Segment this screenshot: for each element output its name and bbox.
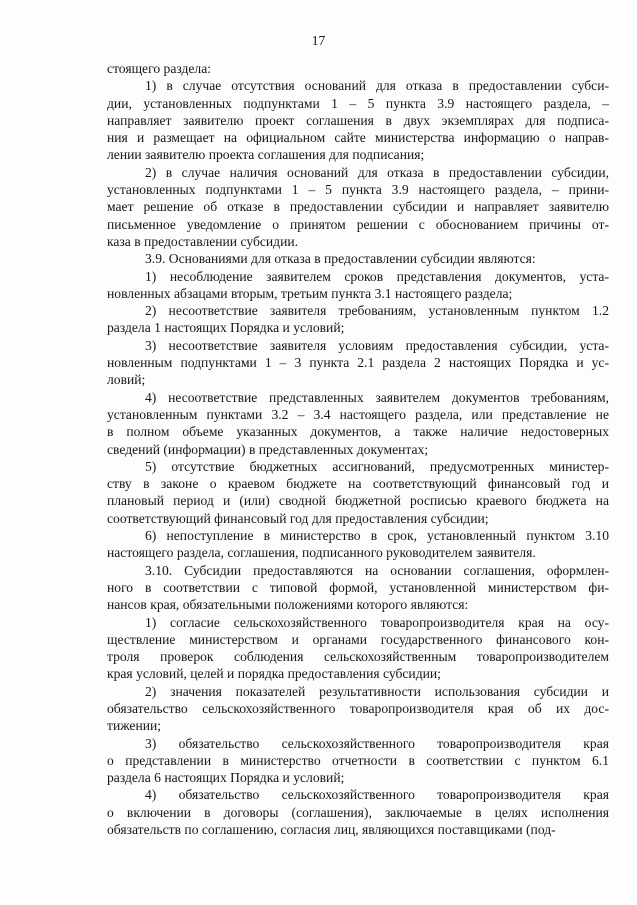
text-line: сведений (информации) в представленных документах; <box>107 441 429 457</box>
text-line: троля проверок соблюдения сельскохозяйственным товаропроизводителем <box>107 649 609 665</box>
paragraph-p-3-9-4 <box>107 389 609 458</box>
text-line: установленным пунктами 3.2 – 3.4 настоящего раздела, или представление не <box>107 406 609 422</box>
text-line: новленных абзацами вторым, третьим пункта 3.1 настоящего раздела; <box>107 285 513 301</box>
text-line: стоящего раздела: <box>107 61 212 76</box>
text-line: письменное уведомление о принятом решении с обоснованием причины от- <box>107 216 609 232</box>
text-line: 3.10. Субсидии предоставляются на основании соглашения, оформлен- <box>145 562 609 578</box>
text-line: обязательство сельскохозяйственного товаропроизводителя края об их дос- <box>107 700 609 716</box>
paragraph-p-3-8-1 <box>107 77 609 163</box>
text-line: 2) значения показателей результативности использования субсидии и <box>145 683 609 699</box>
text-line: ного в соответствии с типовой формой, установленной министерством фи- <box>107 579 609 595</box>
text-line: установленных подпунктами 1 – 5 пункта 3.9 настоящего раздела, – прини- <box>107 182 609 198</box>
text-line: 1) согласие сельскохозяйственного товаропроизводителя края на осу- <box>145 614 609 630</box>
text-line: 2) в случае наличия оснований для отказа в предоставлении субсидии, <box>145 164 609 180</box>
text-line: 4) обязательство сельскохозяйственного товаропроизводителя края <box>145 787 609 803</box>
paragraph-p-3-10-4 <box>107 786 609 838</box>
text-line: края условий, целей и порядка предоставления субсидии; <box>107 666 441 682</box>
text-line: раздела 1 настоящих Порядка и условий; <box>107 320 345 336</box>
text-line: о представлении в министерство отчетности в соответствии с пунктом 6.1 <box>107 752 609 768</box>
paragraph-p-continuation <box>107 60 609 77</box>
text-line: ния и размещает на официальном сайте министерства информацию о направ- <box>107 130 609 146</box>
text-line: новленным подпунктами 1 – 3 пункта 2.1 раздела 2 настоящих Порядка и ус- <box>107 355 609 371</box>
text-line: 6) непоступление в министерство в срок, установленный пунктом 3.10 <box>145 528 609 544</box>
text-line: направляет заявителю проект соглашения в двух экземплярах для подписа- <box>107 112 609 128</box>
text-line: обязательств по соглашению, согласия лиц, являющихся поставщиками (под- <box>107 822 556 838</box>
text-line: нансов края, обязательными положениями которого являются: <box>107 597 469 613</box>
text-line: 1) в случае отсутствия оснований для отказа в предоставлении субси- <box>145 78 609 94</box>
page-number: 17 <box>311 33 326 48</box>
text-line: 2) несоответствие заявителя требованиям, установленным пунктом 1.2 <box>145 303 609 319</box>
text-line: дии, установленных подпунктами 1 – 5 пункта 3.9 настоящего раздела, – <box>107 95 609 111</box>
paragraph-p-3-10-3 <box>107 735 609 787</box>
paragraph-p-3-10-2 <box>107 683 609 735</box>
document-body <box>107 60 609 838</box>
paragraph-p-3-9-1 <box>107 268 609 303</box>
paragraph-p-3-10 <box>107 562 609 614</box>
text-line: ществление министерством и органами государственного финансового кон- <box>107 631 609 647</box>
text-line: о включении в договоры (соглашения), заключаемые в целях исполнения <box>107 804 609 820</box>
text-line: 3.9. Основаниями для отказа в предоставлении субсидии являются: <box>145 251 536 267</box>
paragraph-p-3-8-2 <box>107 164 609 250</box>
paragraph-p-3-9-5 <box>107 458 609 527</box>
text-line: плановый период и (или) сводной бюджетной росписью краевого бюджета на <box>107 493 609 509</box>
text-line: 3) обязательство сельскохозяйственного товаропроизводителя края <box>145 735 609 751</box>
paragraph-p-3-9-6 <box>107 527 609 562</box>
text-line: 5) отсутствие бюджетных ассигнований, предусмотренных министер- <box>145 458 609 474</box>
paragraph-p-3-9-2 <box>107 302 609 337</box>
text-line: лении заявителю проекта соглашения для подписания; <box>107 147 425 163</box>
text-line: в полном объеме указанных документов, а также наличие недостоверных <box>107 424 609 440</box>
text-line: 4) несоответствие представленных заявителем документов требованиям, <box>145 389 609 405</box>
text-line: настоящего раздела, соглашения, подписанного руководителем заявителя. <box>107 545 536 561</box>
text-line: каза в предоставлении субсидии. <box>107 233 299 249</box>
text-line: тижении; <box>107 718 162 734</box>
paragraph-p-3-9 <box>107 250 609 267</box>
text-line: ловий; <box>107 372 146 388</box>
text-line: 3) несоответствие заявителя условиям предоставления субсидии, уста- <box>145 337 609 353</box>
text-line: 1) несоблюдение заявителем сроков представления документов, уста- <box>145 268 609 284</box>
text-line: мает решение об отказе в предоставлении субсидии и направляет заявителю <box>107 199 609 215</box>
paragraph-p-3-9-3 <box>107 337 609 389</box>
text-line: ству в законе о краевом бюджете на соответствующий финансовый год и <box>107 476 609 492</box>
paragraph-p-3-10-1 <box>107 614 609 683</box>
text-line: раздела 6 настоящих Порядка и условий; <box>107 770 345 786</box>
text-line: соответствующий финансовый год для предоставления субсидии; <box>107 510 489 526</box>
